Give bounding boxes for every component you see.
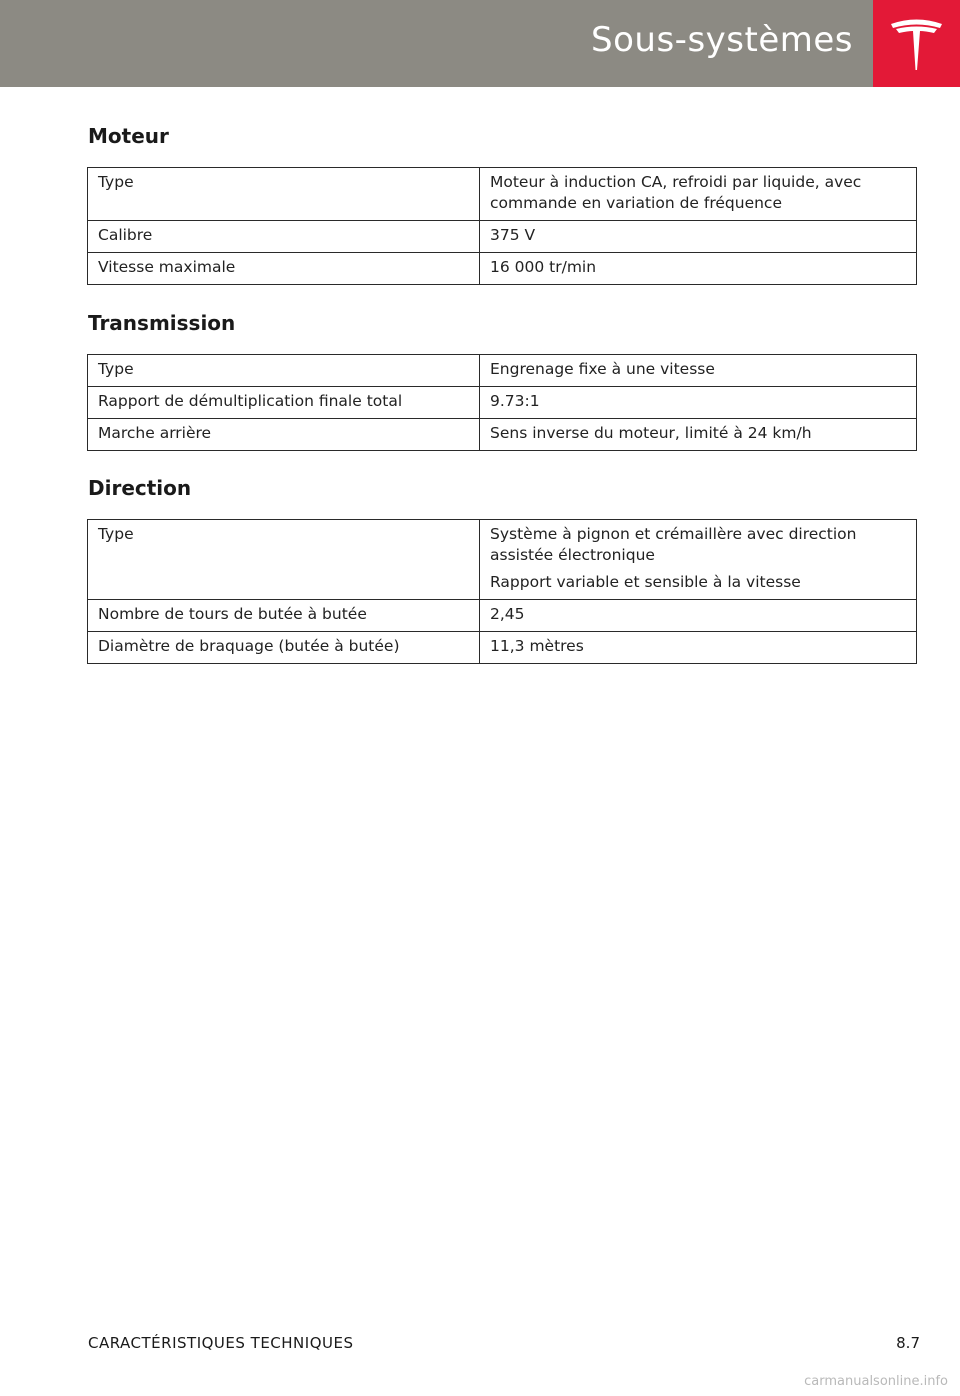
spec-table-direction (87, 519, 917, 664)
table-row (88, 600, 917, 632)
table-row (88, 221, 917, 253)
brand-logo-box (873, 0, 960, 87)
spec-label: Calibre (88, 221, 480, 253)
spec-value: Système à pignon et crémaillère avec direction assistée électronique Rapport variable et sensible à la vitesse (480, 520, 917, 600)
page-title: Sous-systèmes (591, 20, 853, 60)
spec-label: Rapport de démultiplication finale total (88, 387, 480, 419)
spec-label: Type (88, 355, 480, 387)
table-row (88, 632, 917, 664)
spec-value: 11,3 mètres (480, 632, 917, 664)
table-row (88, 253, 917, 285)
spec-value: 375 V (480, 221, 917, 253)
spec-value: 16 000 tr/min (480, 253, 917, 285)
footer-page-number: 8.7 (896, 1334, 920, 1352)
spec-table-transmission (87, 354, 917, 451)
section-title-direction: Direction (88, 476, 192, 500)
section-title-moteur: Moteur (88, 124, 169, 148)
watermark: carmanualsonline.info (804, 1374, 948, 1389)
spec-value: 2,45 (480, 600, 917, 632)
table-row (88, 520, 917, 600)
spec-label: Nombre de tours de butée à butée (88, 600, 480, 632)
spec-label: Diamètre de braquage (butée à butée) (88, 632, 480, 664)
section-title-transmission: Transmission (88, 311, 236, 335)
table-row (88, 355, 917, 387)
spec-value: Moteur à induction CA, refroidi par liquide, avec commande en variation de fréquence (480, 168, 917, 221)
tesla-logo-icon (887, 14, 946, 73)
spec-table-moteur (87, 167, 917, 285)
spec-value: Sens inverse du moteur, limité à 24 km/h (480, 419, 917, 451)
spec-label: Vitesse maximale (88, 253, 480, 285)
spec-label: Marche arrière (88, 419, 480, 451)
table-row (88, 168, 917, 221)
table-row (88, 419, 917, 451)
table-row (88, 387, 917, 419)
spec-value: 9.73:1 (480, 387, 917, 419)
spec-value: Engrenage fixe à une vitesse (480, 355, 917, 387)
footer-section-name: CARACTÉRISTIQUES TECHNIQUES (88, 1334, 354, 1352)
spec-label: Type (88, 520, 480, 600)
spec-label: Type (88, 168, 480, 221)
